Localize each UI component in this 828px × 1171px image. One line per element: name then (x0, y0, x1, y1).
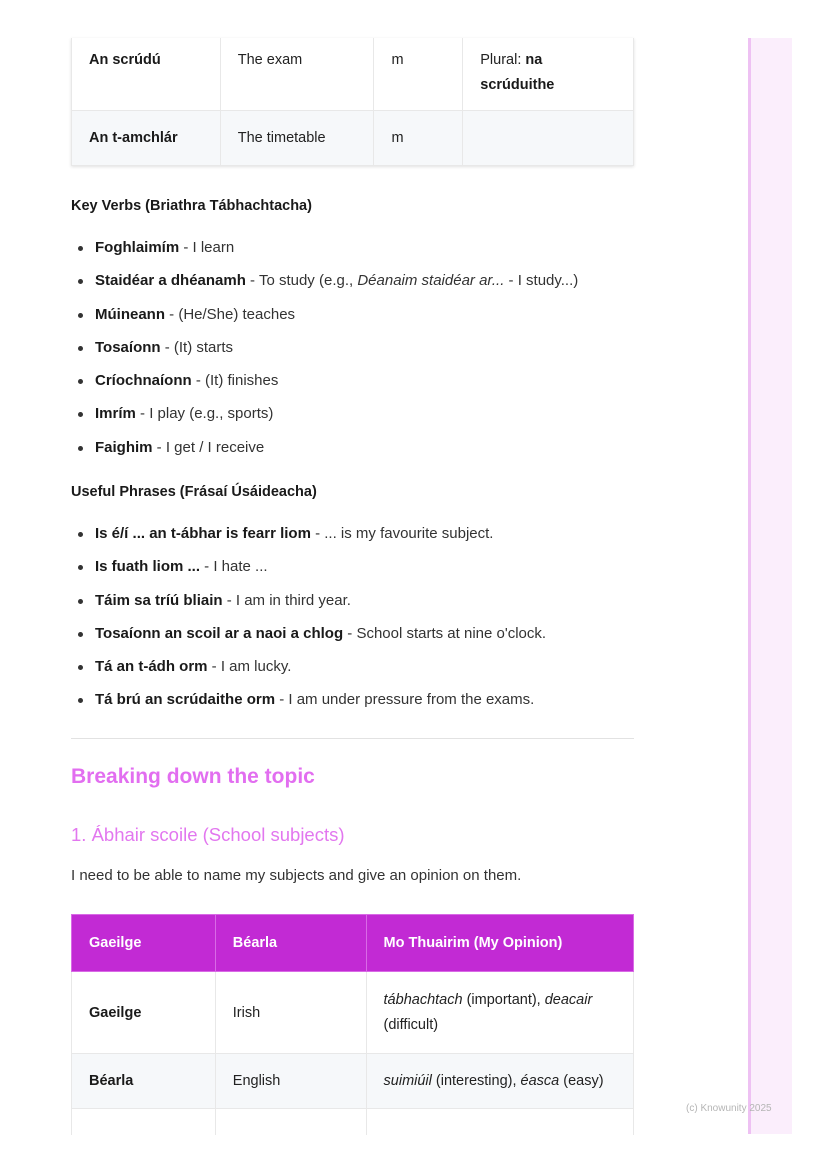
header-bearla: Béarla (215, 915, 366, 972)
list-item: Tá an t-ádh orm - I am lucky. (71, 657, 546, 690)
phrases-heading: Useful Phrases (Frásaí Úsáideacha) (71, 484, 317, 500)
page-margin-bar (748, 38, 792, 1134)
table-row (72, 38, 634, 110)
cell-irish: An scrúdú (72, 38, 221, 110)
list-item: Táim sa tríú bliain - I am in third year. (71, 591, 546, 624)
vocab-table (71, 38, 634, 166)
note-label: Plural: (480, 52, 522, 68)
cell-opinion: suimiúil (interesting), éasca (easy) (366, 1054, 633, 1109)
phrases-list (71, 524, 546, 724)
cell-irish: Béarla (72, 1054, 216, 1109)
table-header-row (72, 915, 634, 972)
cell-english: The exam (220, 38, 374, 110)
key-verbs-heading: Key Verbs (Briathra Tábhachtacha) (71, 198, 312, 214)
cell-english: English (215, 1054, 366, 1109)
cell-irish: An t-amchlár (72, 110, 221, 165)
key-verbs-list (71, 238, 578, 471)
cell-gender: m (374, 110, 463, 165)
footer-copyright: (c) Knowunity 2025 (686, 1103, 772, 1114)
cell-irish: Gaeilge (72, 972, 216, 1054)
list-item: Staidéar a dhéanamh - To study (e.g., Déanaim staidéar ar... - I study...) (71, 271, 578, 304)
cell-gender: m (374, 38, 463, 110)
header-gaeilge: Gaeilge (72, 915, 216, 972)
list-item: Is fuath liom ... - I hate ... (71, 557, 546, 590)
divider (71, 738, 634, 739)
cell-english: The timetable (220, 110, 374, 165)
table-row (72, 972, 634, 1054)
table-row (72, 1109, 634, 1135)
intro-text: I need to be able to name my subjects and give an opinion on them. (71, 867, 522, 884)
subjects-table (71, 914, 634, 1135)
cell-english: Irish (215, 972, 366, 1054)
section-title: Breaking down the topic (71, 765, 315, 788)
list-item: Faighim - I get / I receive (71, 438, 578, 471)
note-value: na scrúduithe (480, 52, 555, 93)
list-item: Críochnaíonn - (It) finishes (71, 371, 578, 404)
section-subtitle: 1. Ábhair scoile (School subjects) (71, 824, 345, 845)
list-item: Tá brú an scrúdaithe orm - I am under pressure from the exams. (71, 690, 546, 723)
list-item: Foghlaimím - I learn (71, 238, 578, 271)
list-item: Is é/í ... an t-ábhar is fearr liom - ... is my favourite subject. (71, 524, 546, 557)
table-row (72, 1054, 634, 1109)
header-opinion: Mo Thuairim (My Opinion) (366, 915, 633, 972)
list-item: Tosaíonn an scoil ar a naoi a chlog - School starts at nine o'clock. (71, 624, 546, 657)
cell-note (463, 38, 634, 110)
table-row (72, 110, 634, 165)
list-item: Múineann - (He/She) teaches (71, 305, 578, 338)
list-item: Imrím - I play (e.g., sports) (71, 404, 578, 437)
list-item: Tosaíonn - (It) starts (71, 338, 578, 371)
cell-opinion: tábhachtach (important), deacair (difficult) (366, 972, 633, 1054)
cell-note (463, 110, 634, 165)
